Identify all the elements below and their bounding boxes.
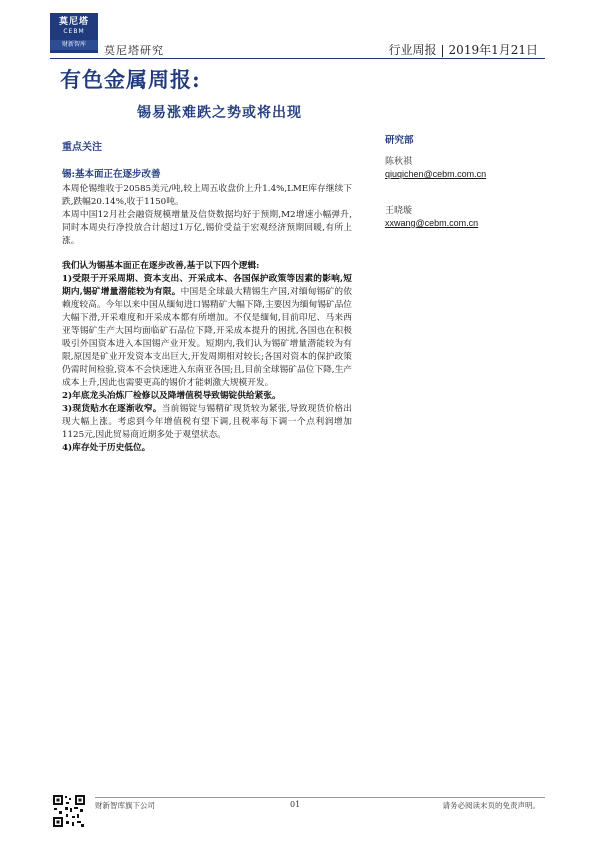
qr-code-icon — [52, 794, 86, 828]
analyst-name: 陈秋祺 — [385, 157, 413, 167]
logic-point-3 — [62, 403, 352, 442]
report-type: 行业周报 — [388, 43, 437, 57]
paragraph-price: 本周伦锡维收于20585美元/吨,较上周五收盘价上升1.4%,LME库存继续下跌,跌幅20.14%,收于1150吨。 — [62, 184, 352, 207]
logic-point-3-heading: 3)现货贴水在逐渐收窄。 — [62, 404, 162, 414]
spacer — [62, 248, 352, 260]
page-subtitle: 锡易涨难跌之势或将出现 — [137, 105, 302, 121]
report-meta — [388, 41, 538, 58]
logic-intro: 我们认为锡基本面正在逐步改善,基于以下四个逻辑: — [62, 261, 260, 271]
logic-point-2: 2)年底龙头冶炼厂检修以及降增值税导致锡锭供给紧张。 — [62, 391, 281, 401]
logic-point-1-heading: 1)受限于开采周期、资本支出、开采成本、各国保护政策等因素的影响,短期内,锡矿增量潜能较为有限。 — [62, 274, 352, 297]
footer-divider — [95, 797, 545, 798]
footer-company: 财新智库旗下公司 — [95, 801, 155, 810]
footer-disclaimer: 请务必阅读末页的免责声明。 — [442, 801, 540, 810]
analyst-email-link[interactable]: xxwang@cebm.com.cn — [385, 218, 479, 228]
section-title-tin: 锡:基本面正在逐步改善 — [62, 169, 161, 180]
header-divider — [50, 58, 545, 59]
logo-text-bottom: 财新智库 — [50, 40, 98, 50]
logo-text-top: 莫尼塔 — [58, 17, 89, 27]
paragraph-macro: 本周中国12月社会融资规模增量及信贷数据均好于预期,M2增速小幅弹升,同时本周央行净投放合计超过1万亿,锡价受益于宏观经济预期回暖,有所上涨。 — [62, 210, 352, 246]
logic-point-1 — [62, 273, 352, 390]
logic-point-4: 4)库存处于历史低位。 — [62, 443, 151, 453]
page-number: 01 — [290, 800, 301, 809]
logic-point-3-text: 当前锡锭与锡精矿现货较为紧张,导致现货价格出现大幅上涨。考虑到今年增值税有望下调,且税率每下调一个点利润增加1125元,因此贸易商近期多处于观望状态。 — [62, 404, 352, 440]
focus-heading: 重点关注 — [62, 142, 102, 153]
page-title: 有色金属周报: — [60, 67, 201, 92]
separator: | — [440, 43, 445, 57]
logo-text-mid: CEBM — [63, 28, 85, 35]
analyst-email-link[interactable]: qiuqichen@cebm.com.cn — [385, 169, 487, 179]
logic-point-1-text: 中国是全球最大精锡生产国,对缅甸锡矿的依赖度较高。今年以来中国从缅甸进口锡精矿大幅下降,主要因为缅甸锡矿品位大幅下滑,开采难度和开采成本都有所增加。不仅是缅甸,目前印尼、马来西亚等锡矿生产大国均面临矿石品位下降,开采成本提升的困扰,各国也在积极吸引外国资本进入本国锡产业开发。短期内,我们认为锡矿增量潜能较为有限,原因是矿业开发资本支出巨大,开发周期相对较长;各国对资本的保护政策仍需时间检验,资本不会快速进入东南亚各国;且,目前全球锡矿品位下降,生产成本上升,因此也需要更高的锡价才能刺激大规模开发。 — [62, 287, 352, 388]
cebm-logo — [50, 13, 98, 53]
org-name: 莫尼塔研究 — [104, 44, 164, 57]
research-dept-label: 研究部 — [385, 135, 414, 146]
main-content — [62, 168, 352, 455]
analyst-sidebar — [385, 132, 535, 252]
analyst-name: 王晓璇 — [385, 206, 413, 216]
report-date: 2019年1月21日 — [448, 43, 538, 57]
